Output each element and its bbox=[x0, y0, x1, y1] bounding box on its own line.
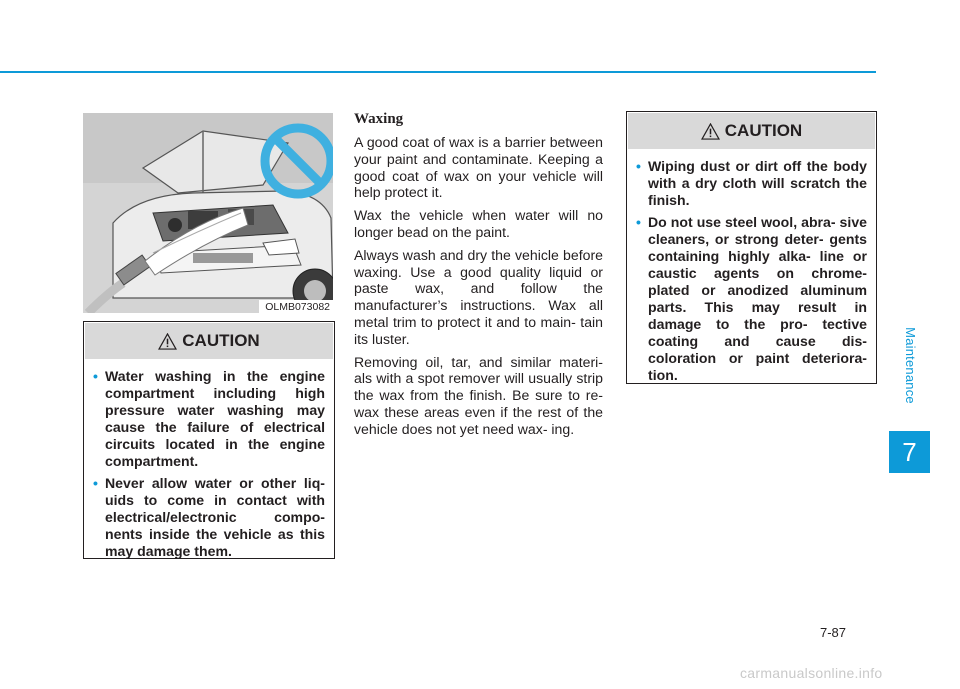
car-engine-illustration bbox=[83, 113, 333, 313]
caution-box-finish bbox=[626, 111, 877, 384]
caution-box-engine-wash bbox=[83, 321, 335, 559]
chapter-number-box bbox=[889, 431, 930, 473]
caution-header bbox=[85, 323, 333, 359]
watermark: carmanualsonline.info bbox=[740, 665, 883, 681]
caution-title: CAUTION bbox=[724, 121, 803, 140]
caution-item bbox=[636, 158, 867, 209]
caution-item-text: Wiping dust or dirt off the body with a dry cloth will scratch the finish. bbox=[648, 158, 867, 208]
caution-header bbox=[628, 113, 875, 149]
caution-list bbox=[627, 150, 876, 384]
bullet-dot: • bbox=[93, 368, 98, 384]
top-rule bbox=[0, 71, 876, 73]
caution-item bbox=[636, 214, 867, 384]
caution-item bbox=[93, 475, 325, 560]
caution-item-text: Do not use steel wool, abra- sive cleaners, or strong deter- gents containing highly alka- line or caustic agents on chrome-plated or anodized aluminum parts. This may result in damage to the pro- tective coating and cause dis- coloration or paint deteriora- tion. bbox=[648, 214, 867, 383]
figure-code: OLMB073082 bbox=[259, 300, 333, 313]
caution-item-text: Never allow water or other liq- uids to come in contact with electrical/electronic compo- nents inside the vehicle as this may damage them. bbox=[105, 475, 325, 559]
paragraph: Wax the vehicle when water will no longer bead on the paint. bbox=[354, 207, 603, 240]
section-heading: Waxing bbox=[354, 111, 404, 127]
waxing-section bbox=[354, 110, 603, 444]
bullet-dot: • bbox=[636, 158, 641, 174]
caution-item-text: Water washing in the engine compartment including high pressure water washing may cause the failure of electrical circuits located in the engine compartment. bbox=[105, 368, 325, 469]
paragraph: Removing oil, tar, and similar materi- als with a spot remover will usually strip the wax from the finish. Be sure to re-wax these areas even if the rest of the vehicle does not yet need wax- ing. bbox=[354, 353, 603, 437]
warning-triangle-icon bbox=[158, 333, 177, 350]
page-number: 7-87 bbox=[820, 625, 847, 640]
bullet-dot: • bbox=[636, 214, 641, 230]
engine-wash-illustration bbox=[83, 113, 333, 313]
caution-title: CAUTION bbox=[182, 331, 260, 350]
section-tab bbox=[895, 300, 925, 430]
section-tab-label: Maintenance bbox=[902, 326, 918, 404]
warning-triangle-icon bbox=[701, 123, 720, 140]
caution-list bbox=[84, 360, 334, 560]
bullet-dot: • bbox=[93, 475, 98, 491]
chapter-number: 7 bbox=[902, 436, 917, 467]
paragraph: A good coat of wax is a barrier between your paint and contaminate. Keeping a good coat of wax on your vehicle will help protect it. bbox=[354, 134, 603, 201]
paragraph: Always wash and dry the vehicle before waxing. Use a good quality liquid or paste wax, and follow the manufacturer’s instructions. Wax all metal trim to protect it and to main- tain its luster. bbox=[354, 246, 603, 347]
caution-item bbox=[93, 368, 325, 470]
